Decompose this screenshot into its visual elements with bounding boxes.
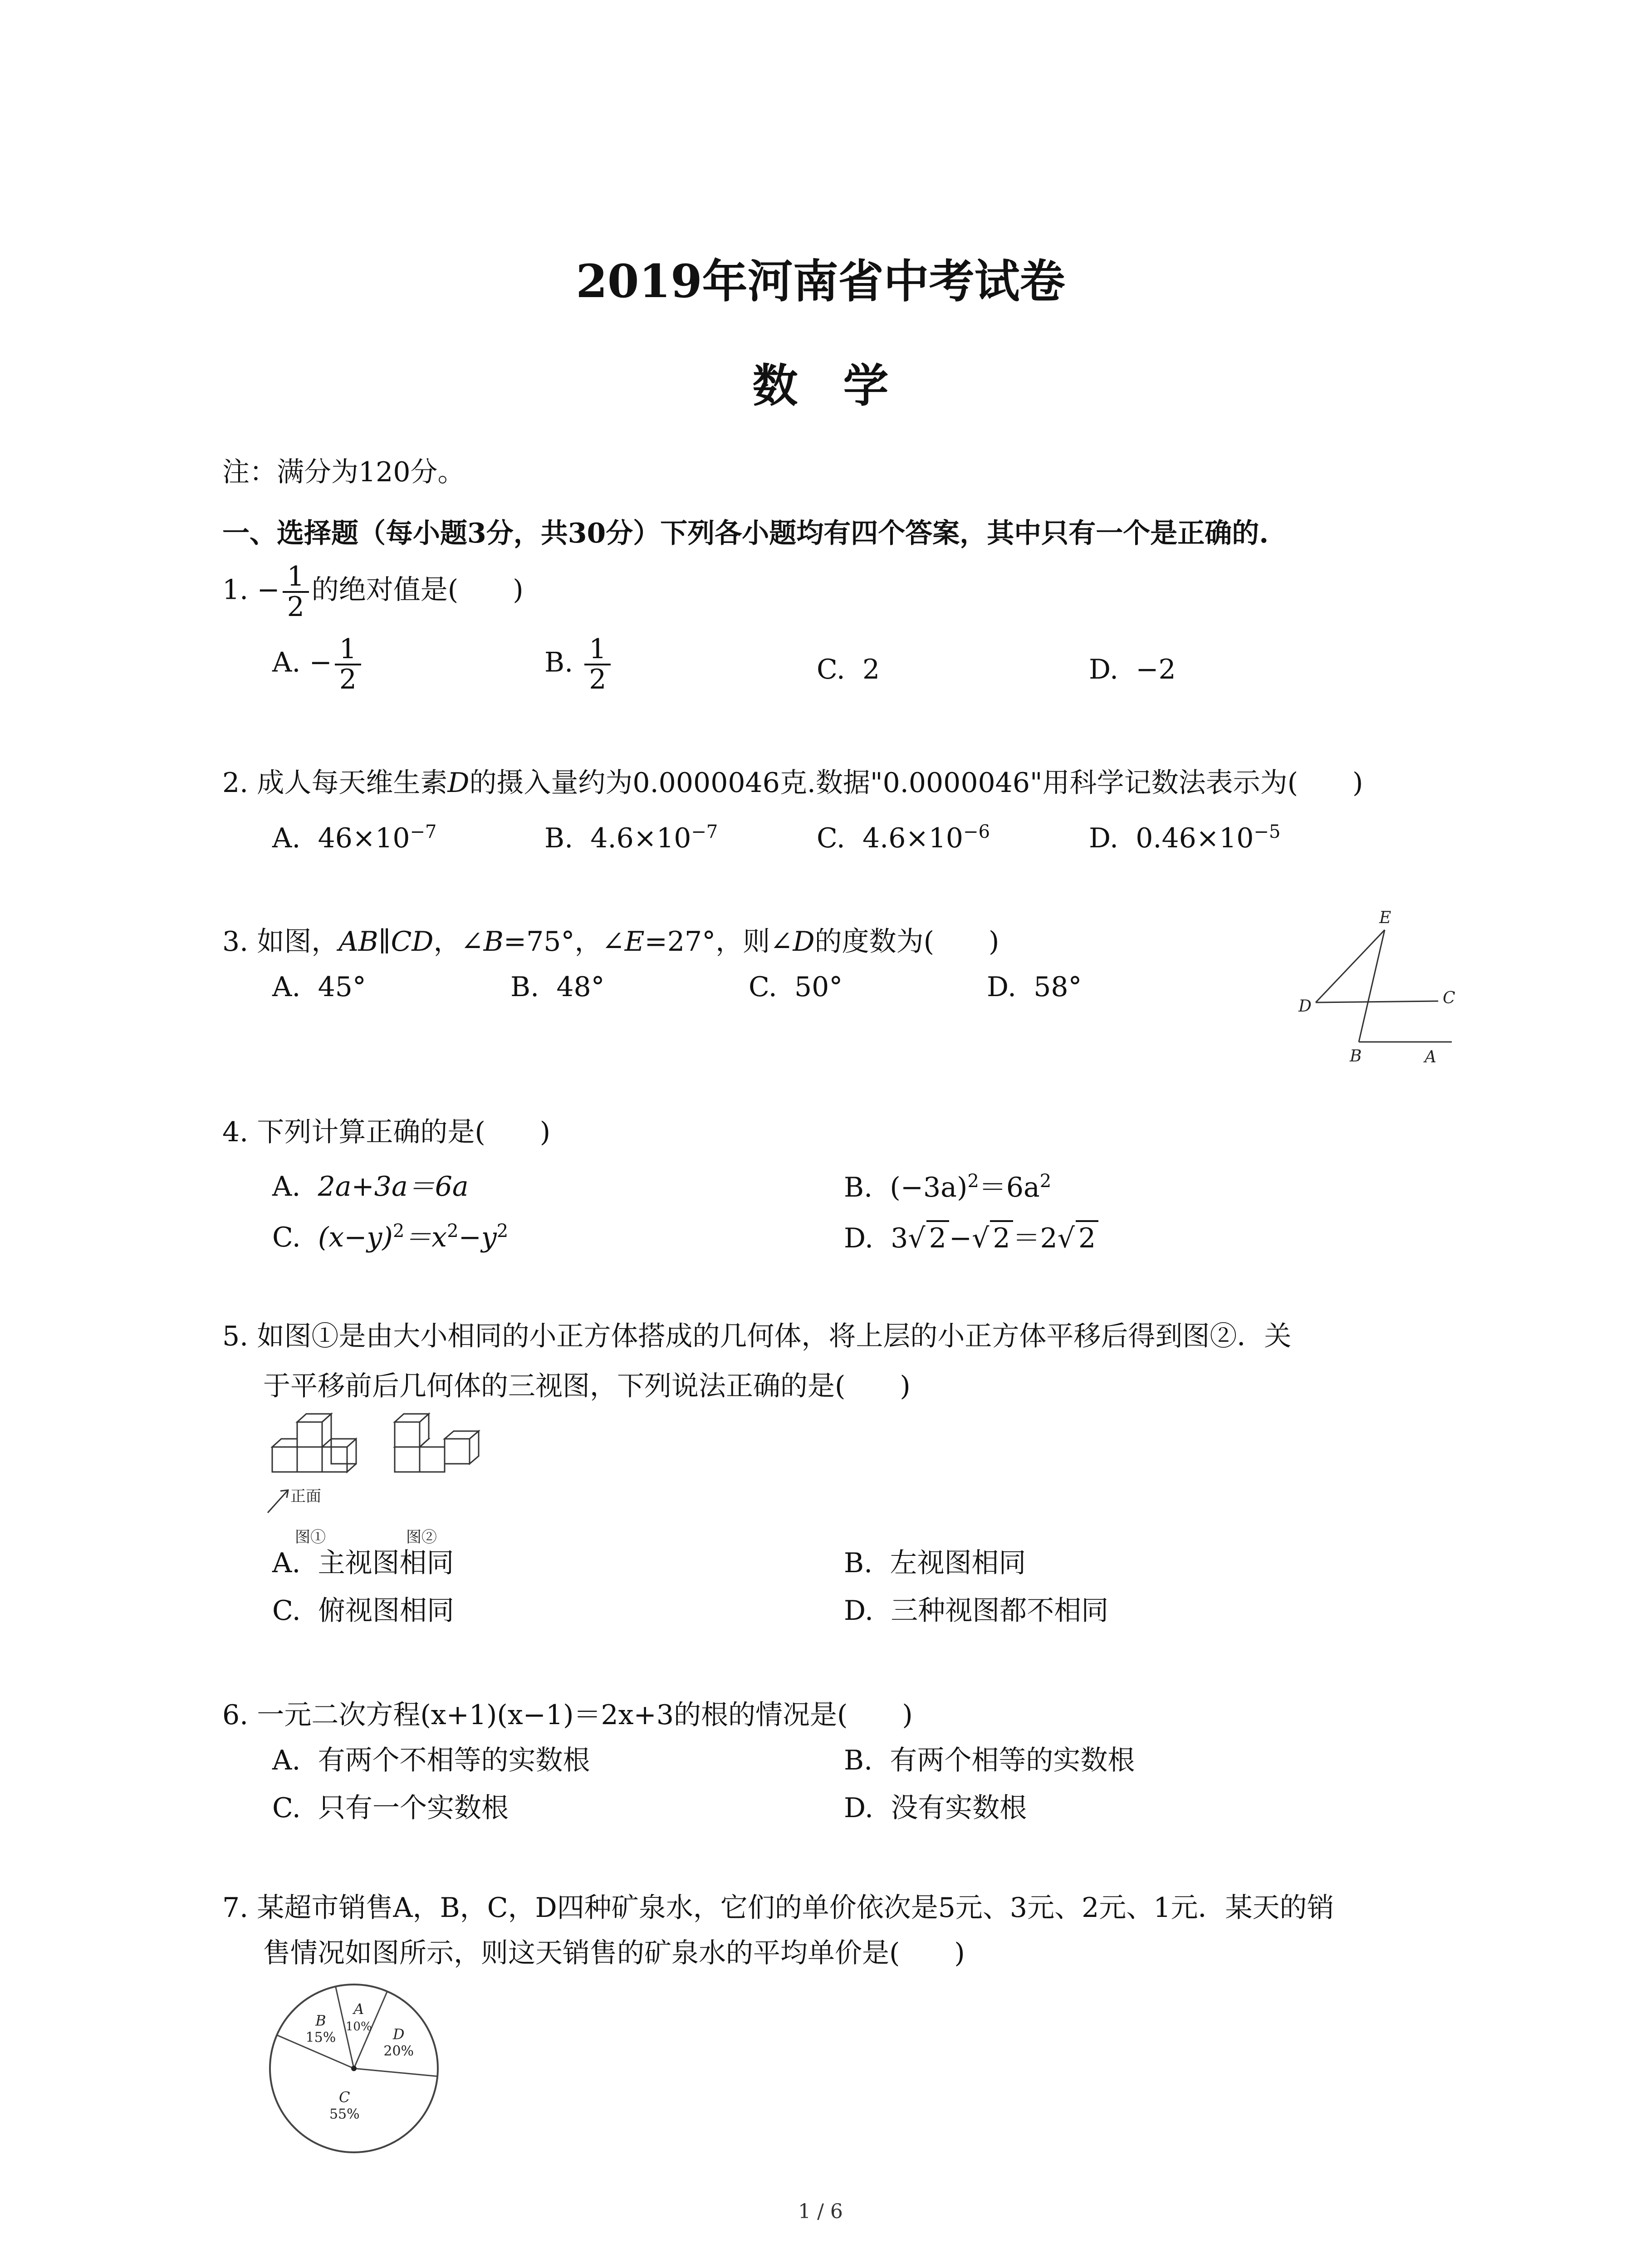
q2-option-d: D. $0.46\times 10^{-5}$ [1089,821,1281,854]
question-3: 3. 如图，AB∥CD，∠B=75°，∠E=27°，则∠D的度数为( ) [222,926,999,958]
q4-option-b: B. $(-3a)^2=6a^2$ [844,1171,1052,1203]
line-eb [1359,930,1385,1042]
parallel-lines-figure [1288,903,1479,1070]
front-label: 正面 [290,1487,321,1505]
q1-option-c: C. 2 [817,654,880,685]
question-2: 2. 成人每天维生素D的摄入量约为0.0000046克.数据"0.0000046"用科学记数法表示为( ) [222,767,1363,799]
question-7-line-2: 售情况如图所示，则这天销售的矿泉水的平均单价是( ) [263,1937,965,1969]
question-number: 2. [222,767,249,799]
q1-option-b: B. $\frac{1}{2}$ [544,635,613,694]
minus-sign: − [257,574,280,606]
point-label-b: B [1350,1047,1362,1066]
pie-chart [263,1978,445,2159]
question-text: 的绝对值是( ) [311,574,524,606]
point-label-d: D [1298,997,1312,1016]
front-arrow [268,1490,288,1513]
q2-option-c: C. $4.6\times 10^{-6}$ [817,821,990,854]
point-label-a: A [1425,1048,1436,1066]
pie-value-label-b: 15% [305,2029,336,2046]
fraction: $\frac{1}{2}$ [283,562,309,621]
question-7: 7. 某超市销售A，B，C，D四种矿泉水，它们的单价依次是5元、3元、2元、1元．某天的销 [222,1892,1334,1924]
q4-option-d: D. 3√ 2 −√ 2 ＝2√ 2 [844,1220,1098,1255]
pie-category-label-c: C [339,2088,350,2106]
q5-option-b: B. 左视图相同 [844,1547,1026,1579]
question-5-line-2: 于平移前后几何体的三视图，下列说法正确的是( ) [263,1370,911,1402]
question-1 [222,562,524,621]
pie-category-label-a: A [353,2000,364,2018]
q4-option-a: A. 2a+3a＝6a [272,1171,469,1202]
figure-2-label: 图② [406,1528,437,1546]
pie-value-label-a: 10% [345,2019,372,2033]
cubes-figure [263,1406,517,1551]
line-dc [1316,1001,1438,1002]
question-5: 5. 如图①是由大小相同的小正方体搭成的几何体，将上层的小正方体平移后得到图②．关 [222,1320,1292,1352]
q5-option-c: C. 俯视图相同 [272,1595,454,1627]
figure-1-cubes [272,1414,356,1472]
q2-option-a: A. $46\times 10^{-7}$ [272,821,437,854]
q1-option-a: A. − $\frac{1}{2}$ [272,635,364,694]
pie-value-label-d: 20% [383,2043,414,2059]
line-de [1316,930,1385,1002]
q6-option-a: A. 有两个不相等的实数根 [272,1745,590,1776]
q3-option-c: C. 50° [749,971,843,1003]
q5-option-d: D. 三种视图都不相同 [844,1595,1109,1627]
q4-option-c: C. $(x-y)^2=x^2-y^2$ [272,1221,509,1253]
score-note: 注：满分为120分。 [222,456,465,488]
question-number: 6. [222,1699,249,1731]
q3-option-a: A. 45° [272,971,366,1003]
q6-option-b: B. 有两个相等的实数根 [844,1745,1135,1776]
exam-title: 2019年河南省中考试卷 [576,254,1065,308]
pie-center-dot [351,2066,357,2071]
pie-category-label-b: B [315,2012,326,2029]
section-heading: 一、选择题（每小题3分，共30分）下列各小题均有四个答案，其中只有一个是正确的. [222,518,1269,549]
question-number: 7. [222,1892,249,1924]
page-number: 1 / 6 [798,2200,843,2223]
question-4: 4. 下列计算正确的是( ) [222,1116,551,1148]
q2-option-b: B. $4.6\times 10^{-7}$ [544,821,718,854]
subject-title: 数 学 [752,359,889,412]
question-number: 3. [222,926,249,958]
figure-1-label: 图① [295,1528,326,1546]
figure-2-cubes [395,1414,479,1472]
point-label-c: C [1443,989,1455,1007]
pie-value-label-c: 55% [329,2106,360,2122]
question-number: 5. [222,1320,249,1352]
pie-category-label-d: D [392,2025,405,2043]
point-label-e: E [1379,909,1391,927]
q6-option-c: C. 只有一个实数根 [272,1792,509,1824]
question-number: 1. [222,574,249,606]
q3-option-b: B. 48° [510,971,605,1003]
question-number: 4. [222,1116,249,1148]
q5-option-a: A. 主视图相同 [272,1547,454,1579]
q3-option-d: D. 58° [987,971,1082,1003]
q1-option-d: D. −2 [1089,654,1176,685]
q6-option-d: D. 没有实数根 [844,1792,1027,1824]
question-6: 6. 一元二次方程(x+1)(x−1)＝2x+3的根的情况是( ) [222,1699,913,1731]
